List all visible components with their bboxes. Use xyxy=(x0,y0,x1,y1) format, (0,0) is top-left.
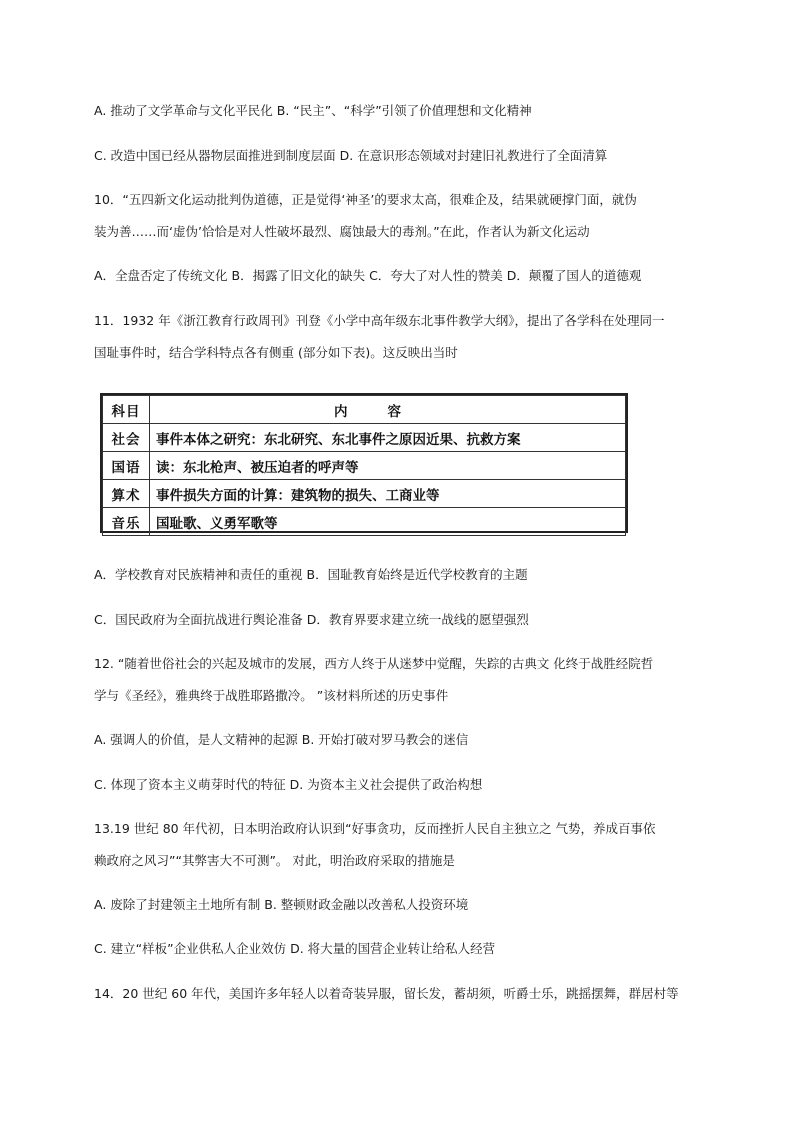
q11-stem-line2: 国耻事件时，结合学科特点各有侧重 (部分如下表)。这反映出当时 xyxy=(94,345,458,360)
table-header-row xyxy=(103,396,626,424)
q12-stem-line2: 学与《圣经》，雅典终于战胜耶路撒冷。 ”该材料所述的历史事件 xyxy=(94,688,449,703)
table-row xyxy=(103,508,626,536)
table-cell-content: 事件本体之研究：东北研究、东北事件之原因近果、抗救方案 xyxy=(150,424,626,452)
table-row xyxy=(103,452,626,480)
q12-stem-line1: 12. “随着世俗社会的兴起及城市的发展，西方人终于从迷梦中觉醒，失踪的古典文 化终于战胜经院哲 xyxy=(94,656,654,671)
q11-options-cd: C．国民政府为全面抗战进行舆论准备 D．教育界要求建立统一战线的愿望强烈 xyxy=(94,612,529,627)
table-row xyxy=(103,424,626,452)
table-cell-subject: 社会 xyxy=(103,424,150,452)
q11-options-ab: A．学校教育对民族精神和责任的重视 B．国耻教育始终是近代学校教育的主题 xyxy=(94,567,528,582)
q9-options-cd: C. 改造中国已经从器物层面推进到制度层面 D. 在意识形态领域对封建旧礼教进行了全面清算 xyxy=(94,148,608,163)
q12-options-cd: C. 体现了资本主义萌芽时代的特征 D. 为资本主义社会提供了政治构想 xyxy=(94,777,483,792)
table-header-content: 内容 xyxy=(150,396,626,424)
q10-options: A．全盘否定了传统文化 B．揭露了旧文化的缺失 C．夸大了对人性的赞美 D．颠覆了国人的道德观 xyxy=(94,268,642,283)
q13-stem-line2: 赖政府之风习”“其弊害大不可测”。 对此，明治政府采取的措施是 xyxy=(94,853,455,868)
q9-options-ab: A. 推动了文学革命与文化平民化 B. “民主”、“科学”引领了价值理想和文化精神 xyxy=(94,103,532,118)
q11-table xyxy=(100,393,628,533)
q13-options-cd: C. 建立“样板”企业供私人企业效仿 D. 将大量的国营企业转让给私人经营 xyxy=(94,941,496,956)
table-cell-subject: 音乐 xyxy=(103,508,150,536)
table-cell-subject: 国语 xyxy=(103,452,150,480)
q10-stem-line2: 装为善……而‘虚伪’恰恰是对人性破坏最烈、腐蚀最大的毒剂。”在此，作者认为新文化运动 xyxy=(94,224,590,239)
table-cell-content: 读：东北枪声、被压迫者的呼声等 xyxy=(150,452,626,480)
table-cell-subject: 算术 xyxy=(103,480,150,508)
table-row xyxy=(103,480,626,508)
q13-stem-line1: 13.19 世纪 80 年代初，日本明治政府认识到“好事贪功，反而挫折人民自主独立之 气势，养成百事依 xyxy=(94,821,656,836)
table-cell-content: 事件损失方面的计算：建筑物的损失、工商业等 xyxy=(150,480,626,508)
table-header-subject: 科目 xyxy=(103,396,150,424)
q12-options-ab: A. 强调人的价值，是人文精神的起源 B. 开始打破对罗马教会的迷信 xyxy=(94,732,469,747)
q14-stem-line1: 14．20 世纪 60 年代，美国许多年轻人以着奇装异服，留长发，蓄胡须，听爵士乐，跳摇摆舞，群居村等 xyxy=(94,986,679,1001)
q13-options-ab: A. 废除了封建领主土地所有制 B. 整顿财政金融以改善私人投资环境 xyxy=(94,897,469,912)
q10-stem-line1: 10．“五四新文化运动批判伪道德，正是觉得‘神圣’的要求太高，很难企及，结果就硬撑门面，就伪 xyxy=(94,192,637,207)
q11-stem-line1: 11．1932 年《浙江教育行政周刊》刊登《小学中高年级东北事件教学大纲》，提出了各学科在处理同一 xyxy=(94,313,665,328)
table-cell-content: 国耻歌、义勇军歌等 xyxy=(150,508,626,536)
